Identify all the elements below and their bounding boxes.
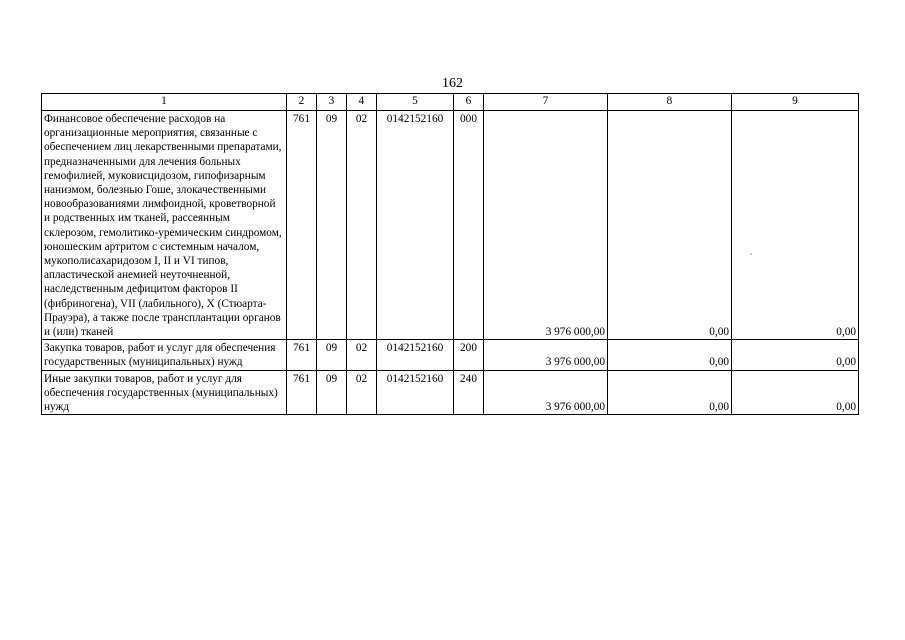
cell-amount: 3 976 000,00 xyxy=(484,340,608,370)
cell-code: 200 xyxy=(454,340,484,370)
scan-speck xyxy=(750,253,752,255)
column-header: 5 xyxy=(377,94,454,111)
cell-code: 0142152160 xyxy=(377,340,454,370)
cell-amount: 0,00 xyxy=(608,340,732,370)
cell-code: 0142152160 xyxy=(377,370,454,415)
column-header: 2 xyxy=(287,94,317,111)
budget-table xyxy=(41,93,859,415)
cell-amount: 0,00 xyxy=(732,370,859,415)
column-header: 3 xyxy=(317,94,347,111)
column-header: 1 xyxy=(42,94,287,111)
table-row xyxy=(42,340,859,370)
row-name: Иные закупки товаров, работ и услуг для обеспечения государственных (муниципальных) нужд xyxy=(42,370,287,415)
cell-code: 761 xyxy=(287,340,317,370)
cell-code: 240 xyxy=(454,370,484,415)
cell-amount: 3 976 000,00 xyxy=(484,111,608,340)
cell-code: 0142152160 xyxy=(377,111,454,340)
column-header: 4 xyxy=(347,94,377,111)
cell-code: 09 xyxy=(317,340,347,370)
cell-amount: 0,00 xyxy=(732,111,859,340)
cell-code: 000 xyxy=(454,111,484,340)
table-row xyxy=(42,370,859,415)
column-header: 6 xyxy=(454,94,484,111)
column-header: 7 xyxy=(484,94,608,111)
header-row xyxy=(42,94,859,111)
cell-code: 761 xyxy=(287,111,317,340)
column-header: 8 xyxy=(608,94,732,111)
cell-amount: 0,00 xyxy=(732,340,859,370)
cell-code: 02 xyxy=(347,111,377,340)
cell-amount: 0,00 xyxy=(608,370,732,415)
cell-amount: 3 976 000,00 xyxy=(484,370,608,415)
page-number: 162 xyxy=(442,76,463,91)
cell-code: 09 xyxy=(317,370,347,415)
row-name: Финансовое обеспечение расходов на организационные мероприятия, связанные с обеспечением лиц лекарственными препаратами, предназначенными для лечения больных гемофилией, муковисцидозом, гипофизарным нанизмом, болезнью Гоше, злокачественными новообразованиями лимфоидной, кроветворной и родственных им тканей, рассеянным склерозом, гемолитико-уремическим синдромом, юношеским артритом с системным началом, мукополисахаридозом I, II и VI типов, апластической анемией неуточненной, наследственным дефицитом факторов II (фибриногена), VII (лабильного), X (Стюарта-Прауэра), а также после трансплантации органов и (или) тканей xyxy=(42,111,287,340)
cell-code: 09 xyxy=(317,111,347,340)
cell-code: 761 xyxy=(287,370,317,415)
row-name: Закупка товаров, работ и услуг для обеспечения государственных (муниципальных) нужд xyxy=(42,340,287,370)
cell-code: 02 xyxy=(347,370,377,415)
cell-code: 02 xyxy=(347,340,377,370)
table-row xyxy=(42,111,859,340)
cell-amount: 0,00 xyxy=(608,111,732,340)
column-header: 9 xyxy=(732,94,859,111)
